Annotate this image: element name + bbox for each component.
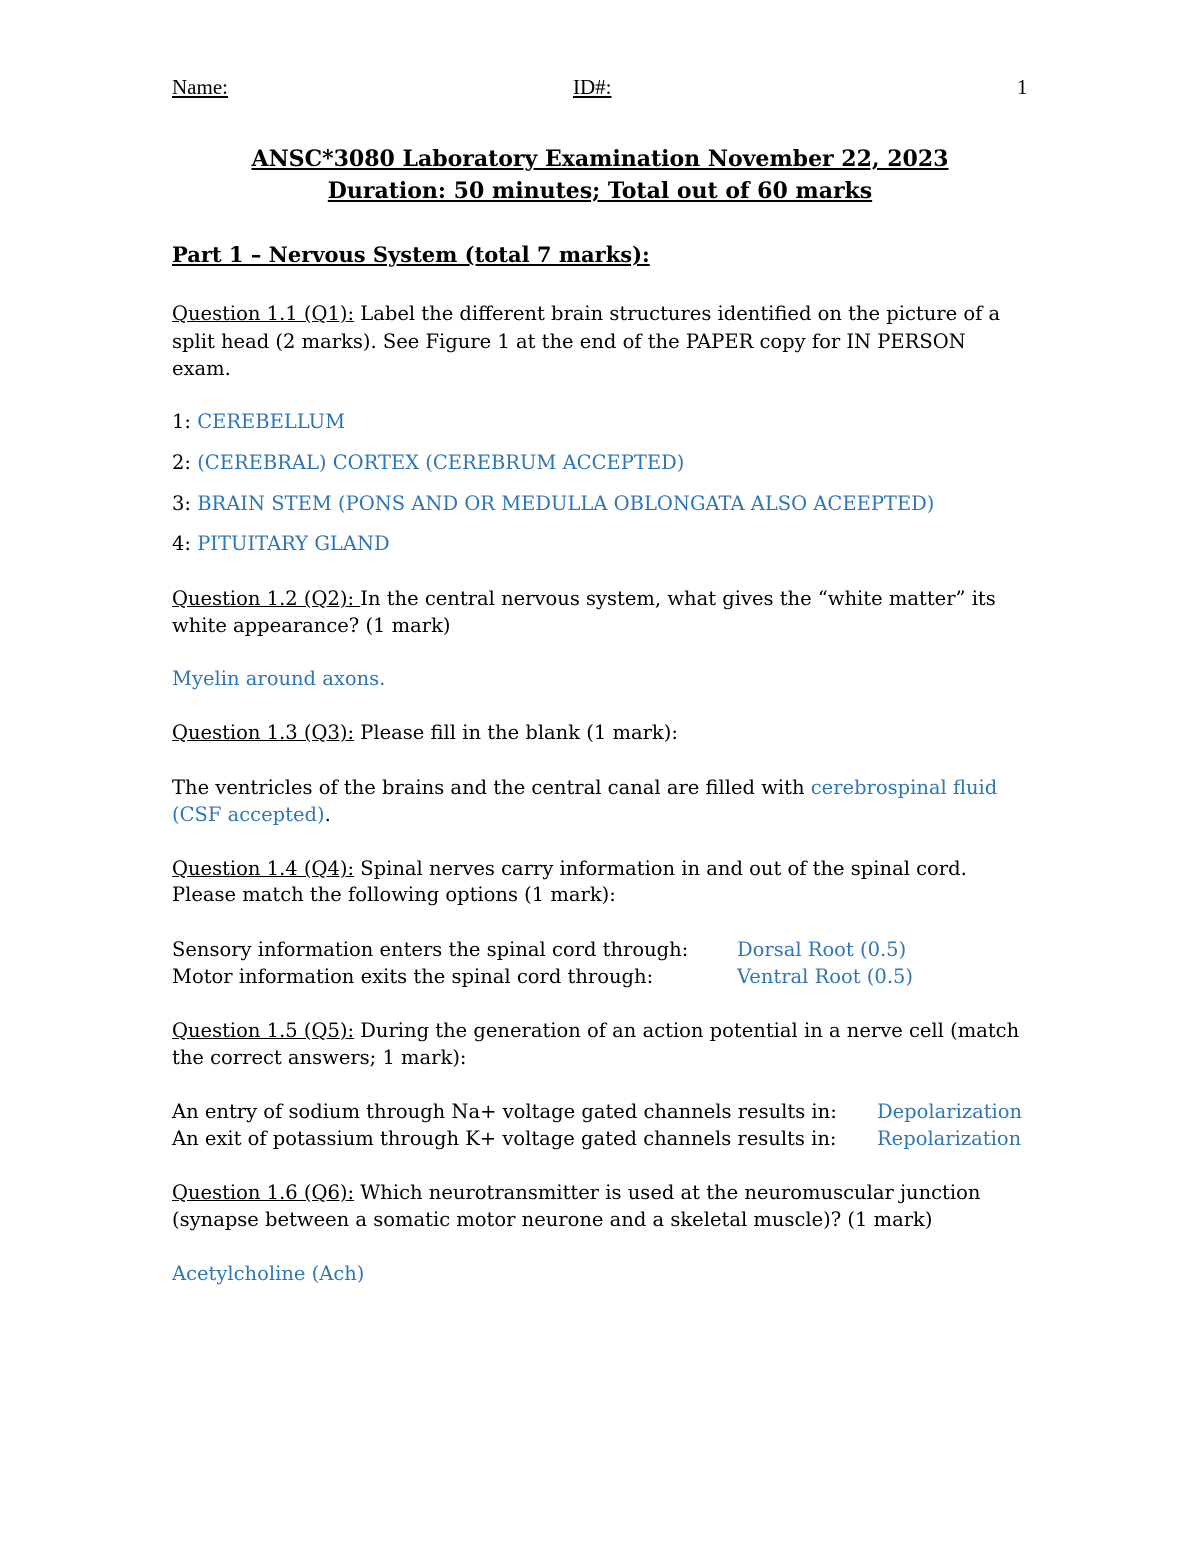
q4-line1: Question 1.4 (Q4): Spinal nerves carry information in and out of the spinal cord. xyxy=(172,857,967,880)
q6-label: Question 1.6 (Q6): xyxy=(172,1181,355,1204)
exam-title: ANSC*3080 Laboratory Examination November 22, 2023 xyxy=(251,146,949,172)
q1-answer-4: 4: PITUITARY GLAND xyxy=(172,532,390,555)
q5-line2: the correct answers; 1 mark): xyxy=(172,1046,467,1069)
q4-row1-text: Sensory information enters the spinal cord through: xyxy=(172,938,689,961)
q2-line2: white appearance? (1 mark) xyxy=(172,614,451,637)
q5-line1: Question 1.5 (Q5): During the generation of an action potential in a nerve cell (match xyxy=(172,1019,1020,1042)
q6-answer: Acetylcholine (Ach) xyxy=(172,1262,365,1285)
id-label: ID#: xyxy=(573,75,612,99)
q4-row2-text: Motor information exits the spinal cord through: xyxy=(172,965,654,988)
q3-label: Question 1.3 (Q3): xyxy=(172,721,355,744)
q5-row2-text: An exit of potassium through K+ voltage gated channels results in: xyxy=(172,1127,837,1150)
q1-line2: split head (2 marks). See Figure 1 at the end of the PAPER copy for IN PERSON xyxy=(172,330,966,353)
q1-label: Question 1.1 (Q1): xyxy=(172,302,355,325)
q1-answer-1: 1: CEREBELLUM xyxy=(172,410,346,433)
exam-duration: Duration: 50 minutes; Total out of 60 marks xyxy=(327,178,873,204)
q1-answer-3: 3: BRAIN STEM (PONS AND OR MEDULLA OBLONGATA ALSO ACEEPTED) xyxy=(172,492,935,515)
q6-line2: (synapse between a somatic motor neurone and a skeletal muscle)? (1 mark) xyxy=(172,1208,933,1231)
q1-line1: Question 1.1 (Q1): Label the different brain structures identified on the picture of a xyxy=(172,302,1001,325)
q3-line1: Question 1.3 (Q3): Please fill in the blank (1 mark): xyxy=(172,721,678,744)
q3-blank-line2: (CSF accepted). xyxy=(172,803,331,826)
q5-label: Question 1.5 (Q5): xyxy=(172,1019,355,1042)
q4-line2: Please match the following options (1 mark): xyxy=(172,883,616,906)
q1-answer-2: 2: (CEREBRAL) CORTEX (CEREBRUM ACCEPTED) xyxy=(172,451,685,474)
name-label: Name: xyxy=(172,75,228,99)
q5-row1-text: An entry of sodium through Na+ voltage gated channels results in: xyxy=(172,1100,837,1123)
q4-label: Question 1.4 (Q4): xyxy=(172,857,355,880)
q5-row1-answer: Depolarization xyxy=(877,1100,1023,1123)
q1-line3: exam. xyxy=(172,357,231,380)
q4-row2-answer: Ventral Root (0.5) xyxy=(737,965,914,988)
q5-row2-answer: Repolarization xyxy=(877,1127,1022,1150)
q3-blank-line1: The ventricles of the brains and the central canal are filled with cerebrospinal fluid xyxy=(172,776,998,799)
q2-line1: Question 1.2 (Q2): In the central nervous system, what gives the “white matter” its xyxy=(172,587,996,610)
q6-line1: Question 1.6 (Q6): Which neurotransmitter is used at the neuromuscular junction xyxy=(172,1181,981,1204)
q4-row1-answer: Dorsal Root (0.5) xyxy=(737,938,907,961)
part1-heading: Part 1 – Nervous System (total 7 marks): xyxy=(172,242,650,267)
q2-answer: Myelin around axons. xyxy=(172,667,386,690)
q2-label: Question 1.2 (Q2): xyxy=(172,587,361,610)
page-number: 1 xyxy=(1017,75,1028,99)
